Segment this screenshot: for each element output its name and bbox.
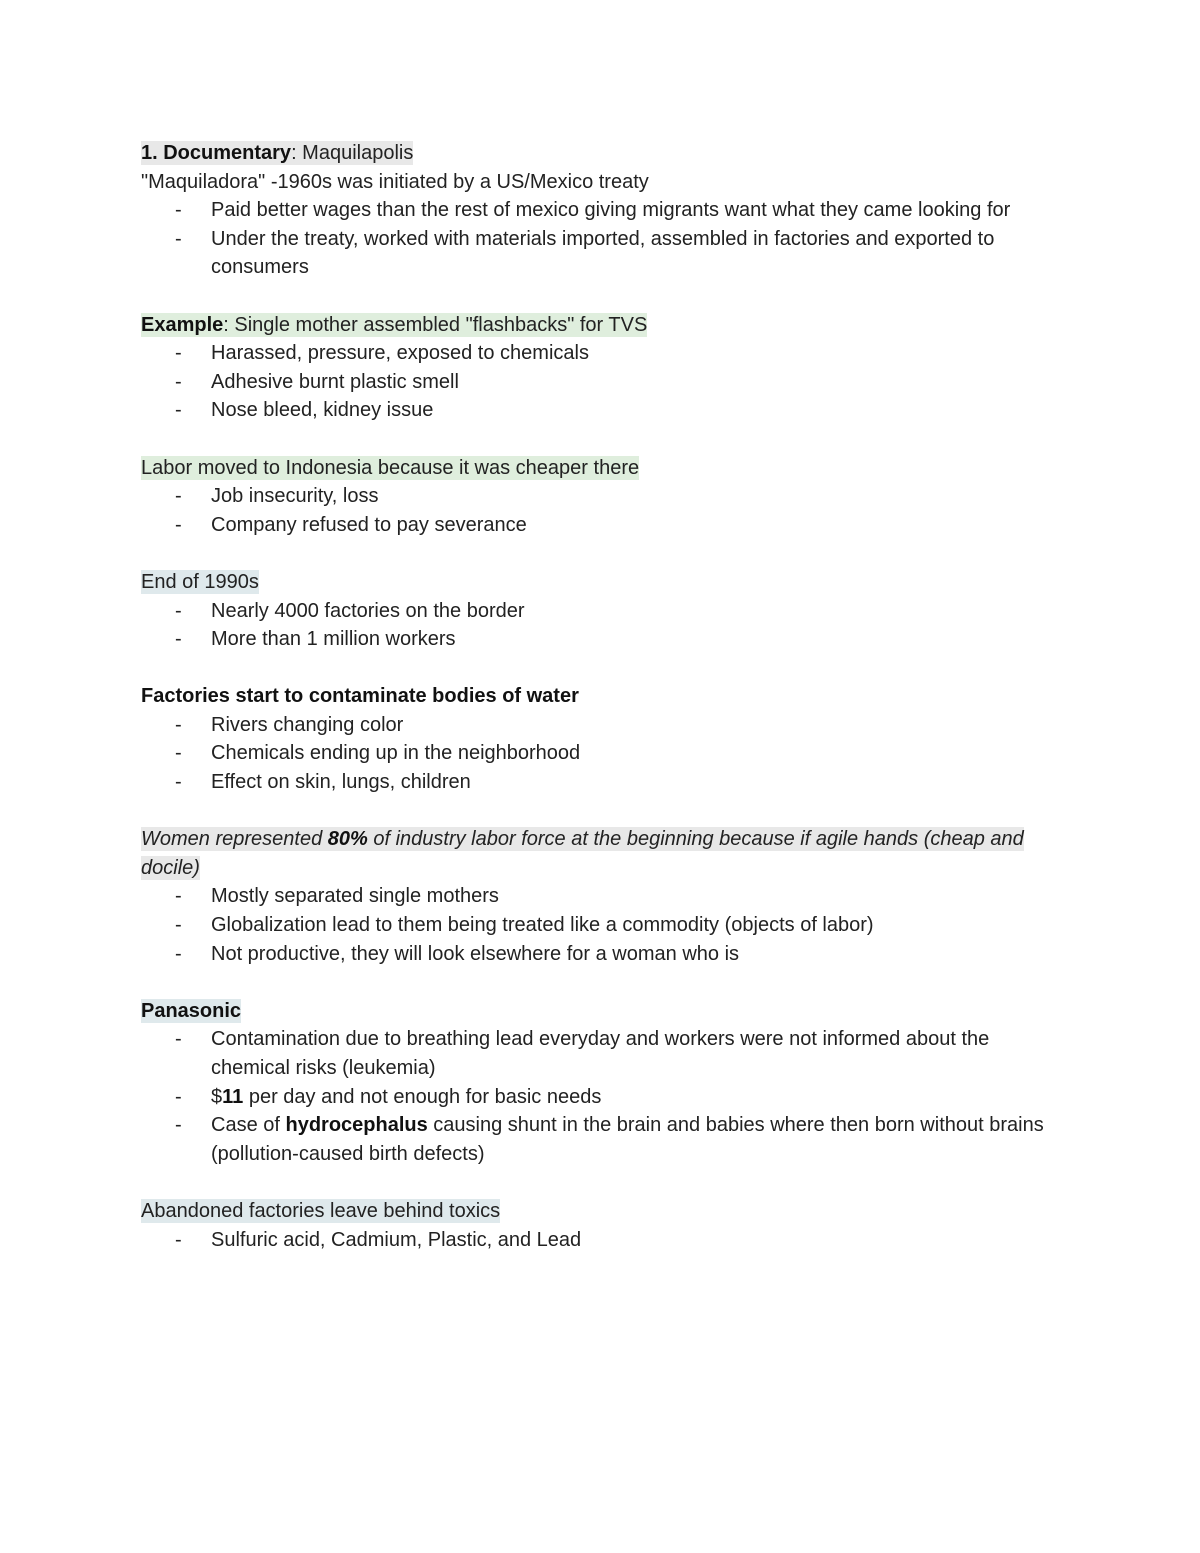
list-item	[141, 396, 1066, 425]
spacer	[141, 654, 1066, 683]
spacer	[141, 539, 1066, 568]
section-title	[141, 139, 1066, 168]
list-item	[141, 1226, 1066, 1255]
dash-marker: -	[175, 399, 182, 422]
bullet-list	[141, 1025, 1066, 1168]
dash-marker: -	[175, 628, 182, 651]
example-heading-rest: : Single mother assembled "flashbacks" for TVS	[223, 313, 648, 336]
dash-marker: -	[175, 942, 182, 965]
toxics-heading-highlight: Abandoned factories leave behind toxics	[141, 1199, 501, 1222]
contamination-heading-bold: Factories start to contaminate bodies of water	[141, 685, 579, 708]
list-item	[141, 711, 1066, 740]
panasonic-heading-highlight	[141, 999, 241, 1023]
dash-marker: -	[175, 342, 182, 365]
list-item	[141, 511, 1066, 540]
list-item-text: Adhesive burnt plastic smell	[211, 370, 459, 393]
toxics-heading	[141, 1197, 1066, 1226]
bullet-list	[141, 711, 1066, 797]
list-item-text: Effect on skin, lungs, children	[211, 771, 471, 794]
list-item-text: Nose bleed, kidney issue	[211, 399, 434, 422]
example-heading-bold: Example	[141, 313, 224, 336]
dash-marker: -	[175, 513, 182, 536]
bullet-list	[141, 339, 1066, 425]
intro-line: "Maquiladora" -1960s was initiated by a US/Mexico treaty	[141, 170, 649, 193]
list-item	[141, 625, 1066, 654]
bullet-list	[141, 1226, 1066, 1255]
list-item-text: Globalization lead to them being treated like a commodity (objects of labor)	[211, 914, 874, 937]
indonesia-heading-highlight: Labor moved to Indonesia because it was cheaper there	[141, 456, 640, 479]
notes-body	[141, 139, 1066, 1254]
bullet-list	[141, 482, 1066, 539]
list-item	[141, 196, 1066, 225]
list-item-text: Paid better wages than the rest of mexico giving migrants want what they came looking for	[211, 199, 1011, 222]
list-item-text: Under the treaty, worked with materials imported, assembled in factories and exported to consumers	[211, 227, 995, 279]
list-item	[141, 225, 1066, 282]
dash-marker: -	[175, 914, 182, 937]
list-item-text: More than 1 million workers	[211, 628, 456, 651]
spacer	[141, 1168, 1066, 1197]
dash-marker: -	[175, 1085, 182, 1108]
dash-marker: -	[175, 227, 182, 250]
list-item-text-post: per day and not enough for basic needs	[243, 1085, 602, 1108]
list-item-text-pre: Case of	[211, 1114, 286, 1137]
list-item	[141, 768, 1066, 797]
spacer	[141, 282, 1066, 311]
list-item-text: Sulfuric acid, Cadmium, Plastic, and Lead	[211, 1228, 582, 1251]
contamination-heading	[141, 682, 1066, 711]
list-item-text: Not productive, they will look elsewhere for a woman who is	[211, 942, 740, 965]
list-item-text-bold: hydrocephalus	[285, 1114, 428, 1137]
dash-marker: -	[175, 885, 182, 908]
list-item-text: Job insecurity, loss	[211, 485, 379, 508]
spacer	[141, 797, 1066, 826]
indonesia-heading	[141, 454, 1066, 483]
list-item	[141, 597, 1066, 626]
dash-marker: -	[175, 1228, 182, 1251]
list-item-text: Rivers changing color	[211, 713, 404, 736]
women-heading-pre: Women represented	[141, 828, 328, 851]
dash-marker: -	[175, 713, 182, 736]
list-item-text-post: causing shunt in the brain and babies where then born without brains (pollution-caused birth defects)	[211, 1114, 1044, 1165]
list-item-text: Mostly separated single mothers	[211, 885, 499, 908]
list-item	[141, 940, 1066, 969]
bullet-list	[141, 196, 1066, 282]
dash-marker: -	[175, 599, 182, 622]
list-item-text: Company refused to pay severance	[211, 513, 527, 536]
nineties-heading	[141, 568, 1066, 597]
list-item	[141, 911, 1066, 940]
list-item	[141, 1083, 1066, 1112]
panasonic-heading	[141, 997, 1066, 1026]
list-item	[141, 339, 1066, 368]
dash-marker: -	[175, 1028, 182, 1051]
list-item-text-pre: $	[211, 1085, 223, 1108]
women-heading-post: of industry labor force at the beginning because if agile hands (cheap and docile)	[141, 828, 1024, 879]
dash-marker: -	[175, 742, 182, 765]
example-heading	[141, 311, 1066, 340]
list-item-text: Nearly 4000 factories on the border	[211, 599, 525, 622]
panasonic-heading-bold: Panasonic	[141, 999, 242, 1022]
dash-marker: -	[175, 485, 182, 508]
women-heading	[141, 825, 1066, 882]
dash-marker: -	[175, 1114, 182, 1137]
list-item-text: Contamination due to breathing lead everyday and workers were not informed about the chemical risks (leukemia)	[211, 1028, 990, 1079]
example-heading-highlight	[141, 313, 647, 337]
spacer	[141, 425, 1066, 454]
women-heading-bold: 80%	[327, 828, 368, 851]
women-heading-highlight	[141, 827, 1024, 880]
dash-marker: -	[175, 199, 182, 222]
spacer	[141, 968, 1066, 997]
dash-marker: -	[175, 370, 182, 393]
list-item-text: Harassed, pressure, exposed to chemicals	[211, 342, 589, 365]
bullet-list	[141, 882, 1066, 968]
list-item	[141, 1025, 1066, 1082]
list-item-text-bold: 11	[222, 1085, 244, 1108]
dash-marker: -	[175, 771, 182, 794]
list-item	[141, 739, 1066, 768]
list-item	[141, 482, 1066, 511]
list-item	[141, 368, 1066, 397]
nineties-heading-highlight: End of 1990s	[141, 570, 259, 593]
list-item-text: Chemicals ending up in the neighborhood	[211, 742, 581, 765]
section-title-rest: : Maquilapolis	[291, 142, 414, 164]
list-item	[141, 882, 1066, 911]
bullet-list	[141, 597, 1066, 654]
section-title-highlight	[141, 141, 413, 165]
list-item	[141, 1111, 1066, 1168]
section-title-bold: 1. Documentary	[141, 142, 292, 164]
